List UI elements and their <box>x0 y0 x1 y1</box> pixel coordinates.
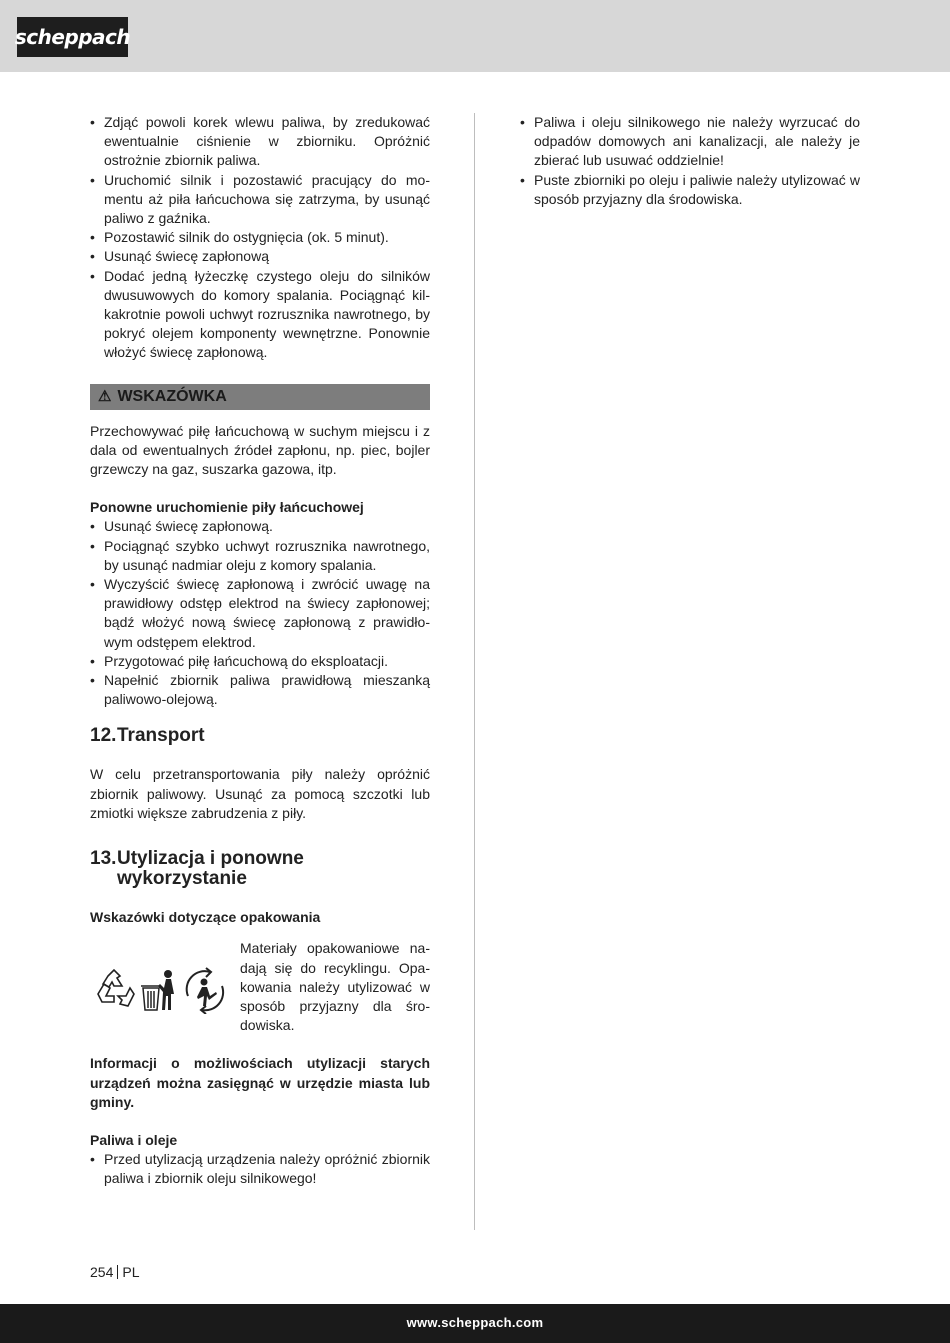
footer-bar <box>0 1304 950 1343</box>
notice-title: WSKAZÓWKA <box>117 388 227 406</box>
separator <box>117 1265 118 1279</box>
section-number: 13. <box>90 848 117 870</box>
list-item: • Usunąć świecę zapłonową. <box>90 517 430 536</box>
section-title: Transport <box>117 725 205 747</box>
list-item: • Uruchomić silnik i pozostawić pracujący do momentu aż piła łańcuchowa się zatrzyma, by usunąć paliwo z gaźnika. <box>90 171 430 229</box>
left-column <box>90 113 430 1189</box>
packaging-heading: Wskazówki dotyczące opakowania <box>90 909 321 926</box>
brand-logo: scheppach <box>17 17 128 57</box>
header-bar <box>0 0 950 72</box>
page-number-value: 254 <box>90 1264 114 1280</box>
section-title <box>117 849 304 889</box>
notice-banner <box>90 384 430 410</box>
list-item: • Dodać jedną łyżeczkę czystego oleju do silników dwusuwowych do komory spalania. Pociągnąć kilkakrotnie powoli uchwyt rozrusznika nawrotnego, by pokryć olejem komponenty wewnętrzne. Ponownie włożyć świecę zapłonową. <box>90 267 430 363</box>
tidyman-recycle-icon <box>180 966 230 1014</box>
section-number: 12. <box>90 725 117 747</box>
fuels-heading: Paliwa i oleje <box>90 1131 178 1148</box>
list-item: • Napełnić zbiornik paliwa prawidłową mieszanką paliwowo-olejową. <box>90 671 430 709</box>
packaging-info <box>90 939 430 1035</box>
right-column <box>520 113 860 209</box>
list-item: • Puste zbiorniki po oleju i paliwie należy utylizować w sposób przyjazny dla środowiska. <box>520 171 860 209</box>
fuels-disposal-list <box>520 113 860 209</box>
trash-bin-person-icon <box>140 966 178 1014</box>
list-item: • Przygotować piłę łańcuchową do eksploatacji. <box>90 652 430 671</box>
list-item: • Paliwa i oleju silnikowego nie należy wyrzucać do odpadów domowych ani kanalizacji, ale należy je zbierać lub usuwać oddzielnie! <box>520 113 860 171</box>
list-item: • Wyczyścić świecę zapłonową i zwrócić uwagę na prawidłowy odstęp elektrod na świecy zapłonowej; bądź włożyć nową świecę zapłonową z prawidłowym odstępem elektrod. <box>90 575 430 652</box>
list-item: • Zdjąć powoli korek wlewu paliwa, by zredukować ewentualnie ciśnienie w zbiorniku. Opróżnić ostrożnie zbiornik paliwa. <box>90 113 430 171</box>
page-number <box>90 1264 139 1280</box>
list-item: • Pociągnąć szybko uchwyt rozrusznika nawrotnego, by usunąć nadmiar oleju z komory spalania. <box>90 537 430 575</box>
disposal-info-text: Informacji o możliwościach utylizacji starych urządzeń można zasięgnąć w urzędzie miasta lub gminy. <box>90 1055 430 1110</box>
list-item: • Pozostawić silnik do ostygnięcia (ok. 5 minut). <box>90 228 430 247</box>
recycle-symbol-icon <box>90 966 138 1014</box>
language-code: PL <box>122 1264 140 1280</box>
restart-steps-list <box>90 517 430 709</box>
column-divider <box>474 113 475 1230</box>
disposal-heading <box>90 849 430 889</box>
fuels-list <box>90 1150 430 1188</box>
storage-steps-list <box>90 113 430 363</box>
packaging-text: Materiały opakowaniowe nadają się do recyklingu. Opakowania należy utylizować w sposób przyjazny dla środowiska. <box>240 940 430 1034</box>
transport-heading <box>90 726 430 746</box>
list-item: • Usunąć świecę zapłonową <box>90 247 430 266</box>
list-item: • Przed utylizacją urządzenia należy opróżnić zbiornik paliwa i zbiornik oleju silnikowego! <box>90 1150 430 1188</box>
recycling-icons <box>90 939 240 1035</box>
warning-triangle-icon: ⚠ <box>98 388 112 406</box>
section-title-line2: wykorzystanie <box>117 868 247 890</box>
restart-heading: Ponowne uruchomienie piły łańcuchowej <box>90 499 364 516</box>
notice-text: Przechowywać piłę łańcuchową w suchym miejscu i z dala od ewentualnych źródeł zapłonu, np. piec, bojler grzewczy na gaz, suszarka gazowa, itp. <box>90 422 430 478</box>
website-link[interactable]: www.scheppach.com <box>406 1315 544 1330</box>
transport-text: W celu przetransportowania piły należy opróżnić zbiornik paliwowy. Usunąć za pomocą szczotki lub zmiotki większe zabrudzenia z piły. <box>90 766 430 821</box>
section-title-line1: Utylizacja i ponowne <box>117 848 304 870</box>
